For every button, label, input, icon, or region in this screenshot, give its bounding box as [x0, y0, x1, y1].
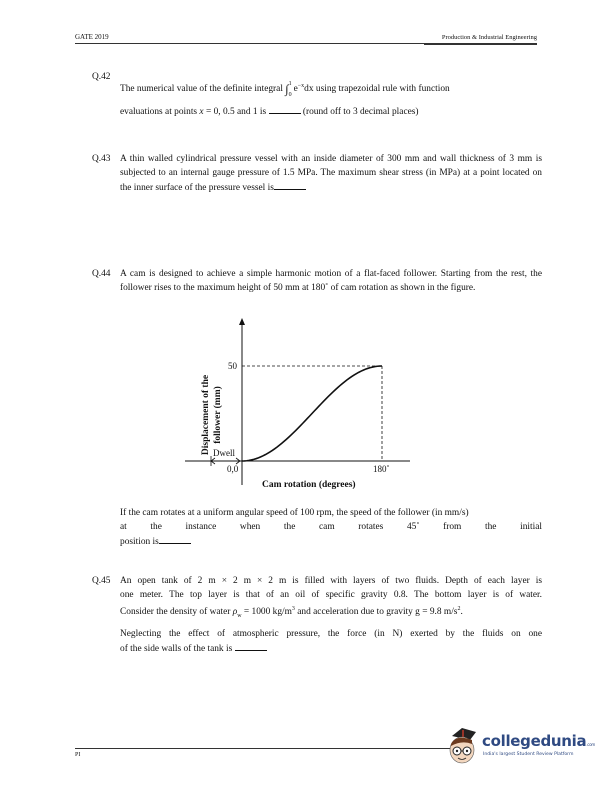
footer-paper-code: PI [75, 752, 81, 758]
collegedunia-logo[interactable] [446, 726, 596, 774]
question-text-line: Consider the density of water $\rho_w = 1000$ $kg/m^3$ and acceleration due to gravity g = 9.8 $m/s^2$. [120, 606, 463, 619]
y-tick-label: 50 [228, 361, 237, 371]
dwell-label: Dwell [213, 448, 235, 458]
x-axis-label: Cam rotation (degrees) [262, 480, 356, 490]
question-text: A cam is designed to achieve a simple harmonic motion of a flat-faced follower. Starting from the rest, the follower rises to the maximum height of 50 mm at 180˚ of cam rotation as shown in the figure. [120, 269, 542, 293]
question-number: Q.44 [92, 269, 111, 279]
answer-blank [159, 534, 191, 544]
header-subject: Production & Industrial Engineering [441, 34, 537, 41]
answer-blank [274, 180, 306, 190]
question-45 [92, 574, 542, 656]
question-text-line: The numerical value of the definite integral ∫ 1 0 $e^{-x}dx$ using trapezoidal rule with function [120, 80, 450, 98]
answer-blank [269, 104, 301, 114]
question-number: Q.45 [92, 576, 111, 586]
question-text-line: If the cam rotates at a uniform angular speed of 100 rpm, the speed of the follower (in mm/s) [120, 508, 469, 518]
y-axis-label-line1: Displacement of the [201, 374, 211, 456]
origin-label: 0,0 [227, 464, 239, 474]
brand-tagline: India's largest Student Review Platform [483, 752, 574, 757]
question-number: Q.43 [92, 154, 111, 164]
brand-name: collegedunia.com [482, 732, 595, 750]
x-tick-label: 180˚ [373, 464, 390, 474]
question-number: Q.42 [92, 72, 111, 82]
question-text-line: one meter. The top layer is that of an oil of specific gravity 0.8. The bottom layer is of water. [120, 590, 542, 600]
y-axis-label-line2: follower (mm) [213, 386, 223, 444]
question-text-line: at the instance when the cam rotates 45˚ from the initial [120, 522, 542, 532]
question-text-line: evaluations at points x = 0, 0.5 and 1 is (round off to 3 decimal places) [120, 104, 542, 119]
mascot-icon [446, 726, 482, 770]
question-42 [92, 73, 542, 119]
shm-displacement-curve [242, 366, 382, 461]
question-44 [92, 267, 542, 295]
footer-rule [75, 748, 451, 749]
question-44-continuation [92, 506, 542, 549]
question-43 [92, 152, 542, 195]
y-axis-arrow-icon [239, 318, 245, 325]
answer-blank [235, 641, 267, 651]
cam-displacement-figure [180, 315, 420, 495]
question-text-line: Neglecting the effect of atmospheric pressure, the force (in N) exerted by the fluids on one [120, 629, 542, 639]
header-exam-title: GATE 2019 [75, 33, 109, 41]
question-text-line: of the side walls of the tank is [120, 641, 542, 656]
question-text-line: An open tank of 2 m × 2 m × 2 m is filled with layers of two fluids. Depth of each layer is [120, 576, 542, 586]
integral-sign: ∫ [285, 82, 289, 97]
question-text: A thin walled cylindrical pressure vessel with an inside diameter of 300 mm and wall thickness of 3 mm is subjected to an internal gauge pressure of 1.5 MPa. The maximum shear stress (in MPa) at a point located on the inner surface of the pressure vessel is [120, 154, 542, 193]
header-subject-underline [424, 44, 537, 45]
question-text-line: position is [120, 534, 542, 549]
